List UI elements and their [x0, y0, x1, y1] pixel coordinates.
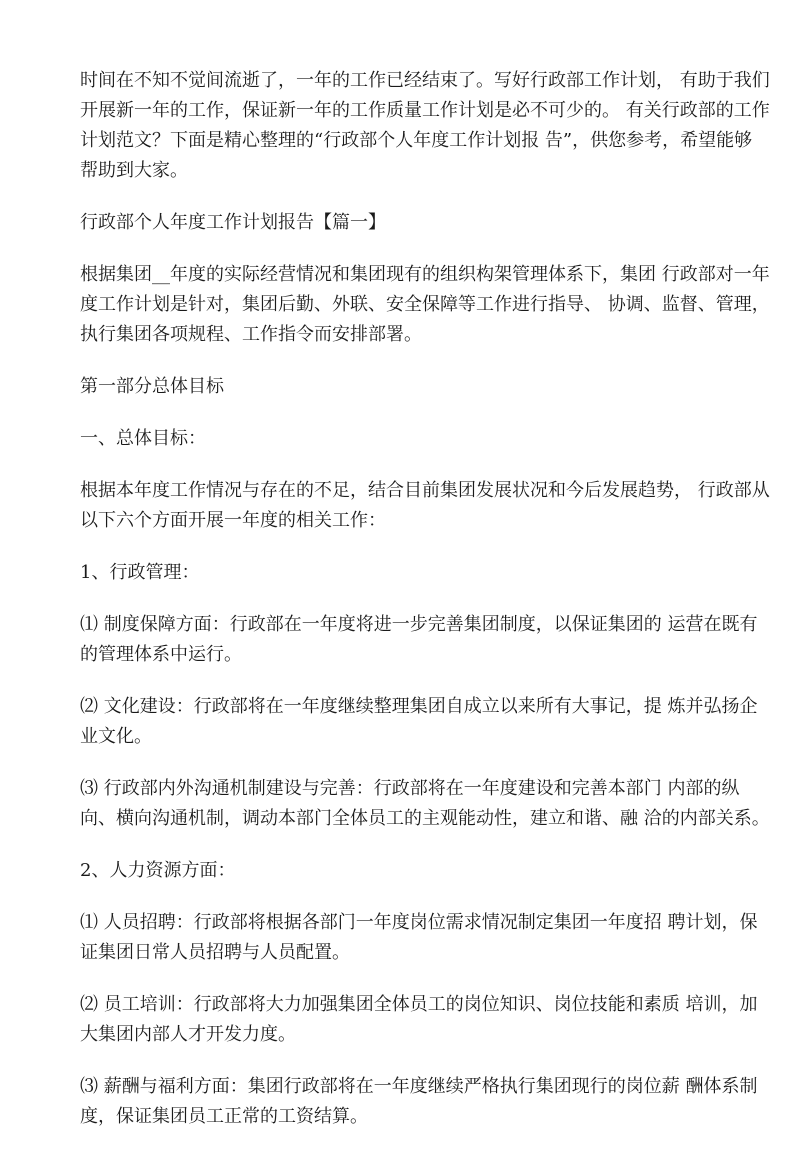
- hr-item-1: ⑴ 人员招聘：行政部将根据各部门一年度岗位需求情况制定集团一年度招 聘计划，保证集团日常人员招聘与人员配置。: [80, 912, 758, 963]
- item-hr-heading: 2、人力资源方面：: [80, 860, 236, 881]
- subheading-goals: 一、总体目标：: [80, 428, 206, 449]
- document-body: [80, 66, 770, 1154]
- part-heading: 第一部分总体目标: [80, 376, 224, 397]
- admin-item-2: ⑵ 文化建设：行政部将在一年度继续整理集团自成立以来所有大事记，提 炼并弘扬企业文化。: [80, 696, 758, 747]
- intro-paragraph: 时间在不知不觉间流逝了，一年的工作已经结束了。写好行政部工作计划， 有助于我们开展新一年的工作，保证新一年的工作质量工作计划是必不可少的。 有关行政部的工作计划范文？下面是精心整理的“行政部个人年度工作计划报 告”，供您参考，希望能够帮助到大家。: [80, 70, 770, 181]
- goals-paragraph: 根据本年度工作情况与存在的不足，结合目前集团发展状况和今后发展趋势， 行政部从以下六个方面开展一年度的相关工作：: [80, 480, 770, 531]
- overview-paragraph: 根据集团__年度的实际经营情况和集团现有的组织构架管理体系下，集团 行政部对一年度工作计划是针对，集团后勤、外联、安全保障等工作进行指导、 协调、监督、管理，执行集团各项规程、工作指令而安排部署。: [80, 264, 770, 345]
- section-title: 行政部个人年度工作计划报告【篇一】: [80, 212, 386, 233]
- item-admin-heading: 1、行政管理：: [80, 562, 200, 583]
- admin-item-1: ⑴ 制度保障方面：行政部在一年度将进一步完善集团制度，以保证集团的 运营在既有的管理体系中运行。: [80, 614, 758, 665]
- hr-item-2: ⑵ 员工培训：行政部将大力加强集团全体员工的岗位知识、岗位技能和素质 培训，加大集团内部人才开发力度。: [80, 994, 758, 1045]
- hr-item-3: ⑶ 薪酬与福利方面：集团行政部将在一年度继续严格执行集团现行的岗位薪 酬体系制度，保证集团员工正常的工资结算。: [80, 1076, 758, 1127]
- admin-item-3: ⑶ 行政部内外沟通机制建设与完善：行政部将在一年度建设和完善本部门 内部的纵向、横向沟通机制，调动本部门全体员工的主观能动性，建立和谐、融 洽的内部关系。: [80, 778, 770, 829]
